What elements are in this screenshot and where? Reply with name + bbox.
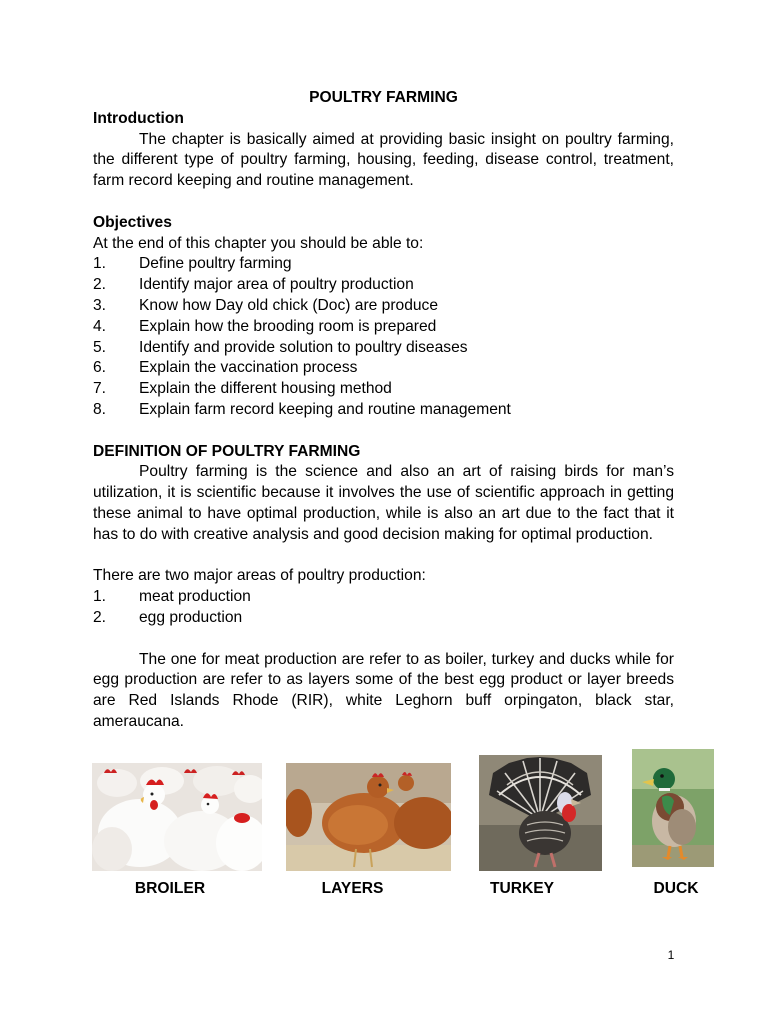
- list-number: 2.: [93, 276, 107, 294]
- list-text: Identify and provide solution to poultry diseases: [139, 338, 468, 356]
- list-text: Explain the different housing method: [139, 380, 392, 398]
- layers-image: [286, 763, 451, 871]
- list-number: 1.: [93, 255, 107, 273]
- caption-broiler: BROILER: [134, 880, 206, 897]
- list-item: [93, 400, 674, 421]
- broiler-image: [92, 763, 262, 871]
- list-item: [93, 338, 674, 359]
- list-text: Know how Day old chick (Doc) are produce: [139, 296, 439, 314]
- introduction-paragraph: The chapter is basically aimed at providing basic insight on poultry farming, the different type of poultry farming, housing, feeding, disease control, treatment, farm record keeping and routine management.: [93, 130, 674, 190]
- turkey-photo: [479, 755, 602, 871]
- list-item: [93, 254, 674, 275]
- list-number: 1.: [93, 588, 107, 606]
- list-text: egg production: [139, 608, 243, 626]
- list-text: Define poultry farming: [139, 255, 292, 273]
- list-item: [93, 587, 674, 608]
- introduction-heading: Introduction: [93, 109, 184, 127]
- list-text: Explain farm record keeping and routine management: [139, 400, 511, 418]
- layers-photo: [286, 763, 451, 871]
- document-body: [93, 88, 674, 733]
- objectives-intro: At the end of this chapter you should be able to:: [93, 234, 424, 252]
- document-title: POULTRY FARMING: [309, 89, 458, 106]
- list-item: [93, 275, 674, 296]
- caption-duck: DUCK: [653, 880, 699, 897]
- list-number: 8.: [93, 400, 107, 418]
- spacer: [93, 546, 674, 567]
- page-number: 1: [667, 948, 675, 962]
- list-item: [93, 608, 674, 629]
- list-number: 6.: [93, 359, 107, 377]
- list-item: [93, 358, 674, 379]
- list-item: [93, 317, 674, 338]
- list-text: Explain the vaccination process: [139, 359, 358, 377]
- list-item: [93, 379, 674, 400]
- list-number: 2.: [93, 608, 107, 626]
- list-number: 3.: [93, 296, 107, 314]
- production-areas-list: [93, 587, 674, 629]
- spacer: [93, 421, 674, 442]
- spacer: [93, 629, 674, 650]
- list-text: Explain how the brooding room is prepared: [139, 317, 437, 335]
- duck-photo: [632, 749, 714, 867]
- objectives-heading: Objectives: [93, 213, 172, 231]
- list-number: 7.: [93, 380, 107, 398]
- breeds-paragraph: The one for meat production are refer to as boiler, turkey and ducks while for egg production are refer to as layers some of the best egg product or layer breeds are Red Islands Rhode (RIR), white Leghorn buff orpingaton, black star, ameraucana.: [93, 650, 674, 730]
- list-item: [93, 296, 674, 317]
- list-text: Identify major area of poultry production: [139, 276, 414, 294]
- list-number: 4.: [93, 317, 107, 335]
- areas-intro: There are two major areas of poultry production:: [93, 567, 426, 585]
- broiler-photo: [92, 763, 262, 871]
- objectives-list: [93, 254, 674, 420]
- definition-paragraph: Poultry farming is the science and also an art of raising birds for man’s utilization, it is scientific because it involves the use of scientific approach in getting these animal to have optimal production, while is also an art due to the fact that it has to do with creative analysis and good decision making for optimal production.: [93, 463, 674, 543]
- definition-heading: DEFINITION OF POULTRY FARMING: [93, 442, 361, 460]
- caption-turkey: TURKEY: [489, 880, 555, 897]
- list-number: 5.: [93, 338, 107, 356]
- turkey-image: [479, 755, 602, 871]
- spacer: [93, 192, 674, 213]
- list-text: meat production: [139, 588, 251, 606]
- duck-image: [632, 749, 714, 867]
- caption-layers: LAYERS: [321, 880, 384, 897]
